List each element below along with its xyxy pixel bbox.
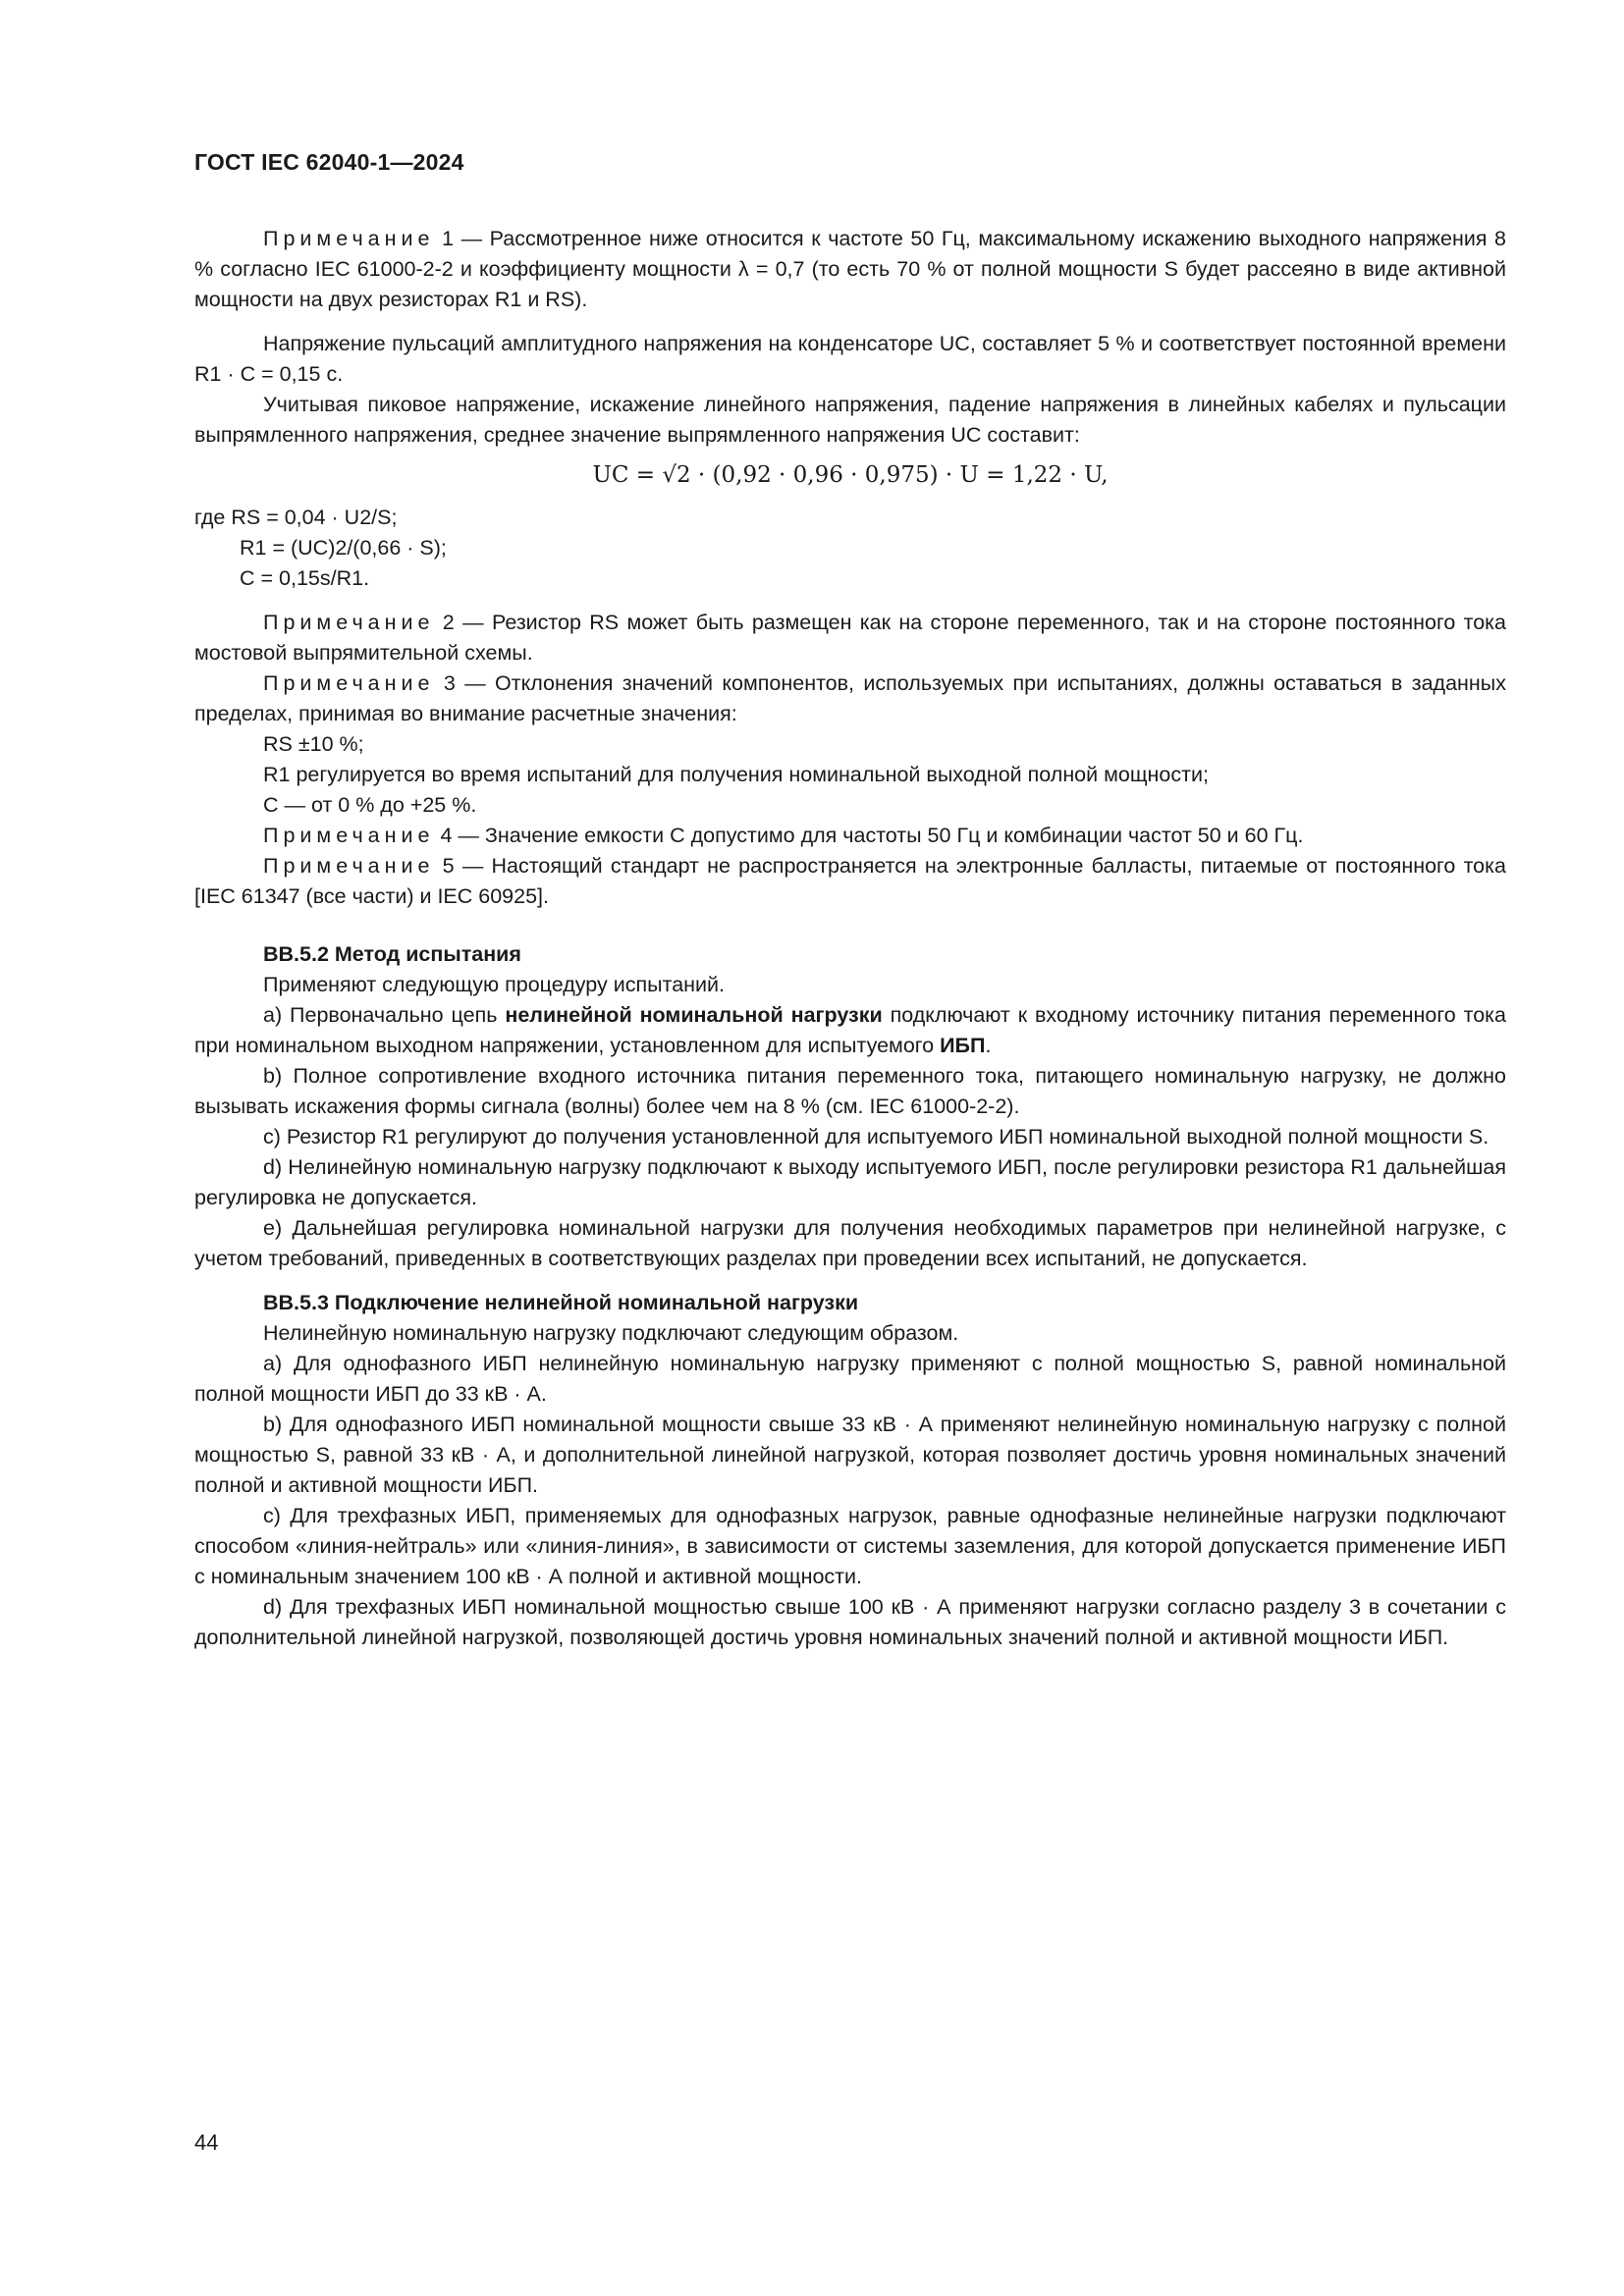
section-bb52-item-b: b) Полное сопротивление входного источника питания переменного тока, питающего номинальную нагрузку, не должно вызывать искажения формы сигнала (волны) более чем на 8 % (см. IEC 61000-2-2). bbox=[194, 1064, 1506, 1118]
note-3-item-c: C — от 0 % до +25 %. bbox=[263, 793, 477, 817]
section-bb53-item-a: а) Для однофазного ИБП нелинейную номинальную нагрузку применяют с полной мощностью S, равной номинальной полной мощности ИБП до 33 кВ · А. bbox=[194, 1352, 1506, 1406]
section-heading-bb53: ВВ.5.3 Подключение нелинейной номинальной нагрузки bbox=[263, 1291, 859, 1314]
section-bb53-item-c: c) Для трехфазных ИБП, применяемых для однофазных нагрузок, равные однофазные нелинейные нагрузки подключают способом «линия-нейтраль» или «линия-линия», в зависимости от системы заземления, для которой допускается применение ИБП с номинальным значением 100 кВ · А полной и активной мощности. bbox=[194, 1504, 1506, 1588]
where-line-rs: где RS = 0,04 · U2/S; bbox=[194, 506, 398, 529]
section-heading-bb52: ВВ.5.2 Метод испытания bbox=[263, 942, 521, 966]
section-bb52-item-a: а) Первоначально цепь нелинейной номинальной нагрузки подключают к входному источнику питания переменного тока при номинальном выходном напряжении, установленном для испытуемого ИБП. bbox=[194, 1003, 1506, 1057]
document-body bbox=[194, 224, 1506, 1653]
ripple-paragraph: Напряжение пульсаций амплитудного напряжения на конденсаторе UC, составляет 5 % и соответствует постоянной времени R1 · C = 0,15 с. bbox=[194, 332, 1506, 386]
section-bb53-item-b: b) Для однофазного ИБП номинальной мощности свыше 33 кВ · А применяют нелинейную номинальную нагрузку с полной мощностью S, равной 33 кВ · А, и дополнительной линейной нагрузкой, которая позволяет достичь уровня номинальных значений полной и активной мощности ИБП. bbox=[194, 1413, 1506, 1497]
note-1: Примечание 1 — Рассмотренное ниже относится к частоте 50 Гц, максимальному искажению выходного напряжения 8 % согласно IEC 61000-2-2 и коэффициенту мощности λ = 0,7 (то есть 70 % от полной мощности S будет рассеяно в виде активной мощности на двух резисторах R1 и RS). bbox=[194, 227, 1507, 311]
where-line-c: C = 0,15s/R1. bbox=[240, 566, 370, 590]
page-number: 44 bbox=[194, 2130, 219, 2155]
note-5: Примечание 5 — Настоящий стандарт не распространяется на электронные балласты, питаемые от постоянного тока [IEC 61347 (все части) и IEC 60925]. bbox=[194, 854, 1506, 908]
section-bb52-item-e: e) Дальнейшая регулировка номинальной нагрузки для получения необходимых параметров при нелинейной нагрузке, с учетом требований, приведенных в соответствующих разделах при проведении всех испытаний, не допускается. bbox=[194, 1216, 1506, 1270]
note-3-item-r1: R1 регулируется во время испытаний для получения номинальной выходной полной мощности; bbox=[263, 763, 1209, 786]
section-bb53-item-d: d) Для трехфазных ИБП номинальной мощностью свыше 100 кВ · А применяют нагрузки согласно разделу 3 в сочетании с дополнительной линейной нагрузкой, позволяющей достичь уровня номинальных значений полной и активной мощности ИБП. bbox=[194, 1595, 1506, 1649]
note-3-item-rs: RS ±10 %; bbox=[263, 732, 364, 756]
section-bb52-intro: Применяют следующую процедуру испытаний. bbox=[263, 973, 726, 996]
section-bb52-item-c: c) Резистор R1 регулируют до получения установленной для испытуемого ИБП номинальной выходной полной мощности S. bbox=[263, 1125, 1489, 1148]
where-line-r1: R1 = (UC)2/(0,66 · S); bbox=[240, 536, 447, 560]
note-4: Примечание 4 — Значение емкости C допустимо для частоты 50 Гц и комбинации частот 50 и 60 Гц. bbox=[263, 824, 1304, 847]
note-3: Примечание 3 — Отклонения значений компонентов, используемых при испытаниях, должны оставаться в заданных пределах, принимая во внимание расчетные значения: bbox=[194, 671, 1506, 725]
section-bb52-item-d: d) Нелинейную номинальную нагрузку подключают к выходу испытуемого ИБП, после регулировки резистора R1 дальнейшая регулировка не допускается. bbox=[194, 1155, 1506, 1209]
document-header: ГОСТ IEC 62040-1—2024 bbox=[194, 149, 464, 175]
note-2: Примечание 2 — Резистор RS может быть размещен как на стороне переменного, так и на стороне постоянного тока мостовой выпрямительной схемы. bbox=[194, 611, 1507, 665]
section-bb53-intro: Нелинейную номинальную нагрузку подключают следующим образом. bbox=[263, 1321, 959, 1345]
peak-paragraph: Учитывая пиковое напряжение, искажение линейного напряжения, падение напряжения в линейных кабелях и пульсации выпрямленного напряжения, среднее значение выпрямленного напряжения UC составит: bbox=[194, 393, 1506, 447]
rectified-voltage-formula: UC = √2 · (0,92 · 0,96 · 0,975) · U = 1,22 · U, bbox=[592, 462, 1109, 488]
